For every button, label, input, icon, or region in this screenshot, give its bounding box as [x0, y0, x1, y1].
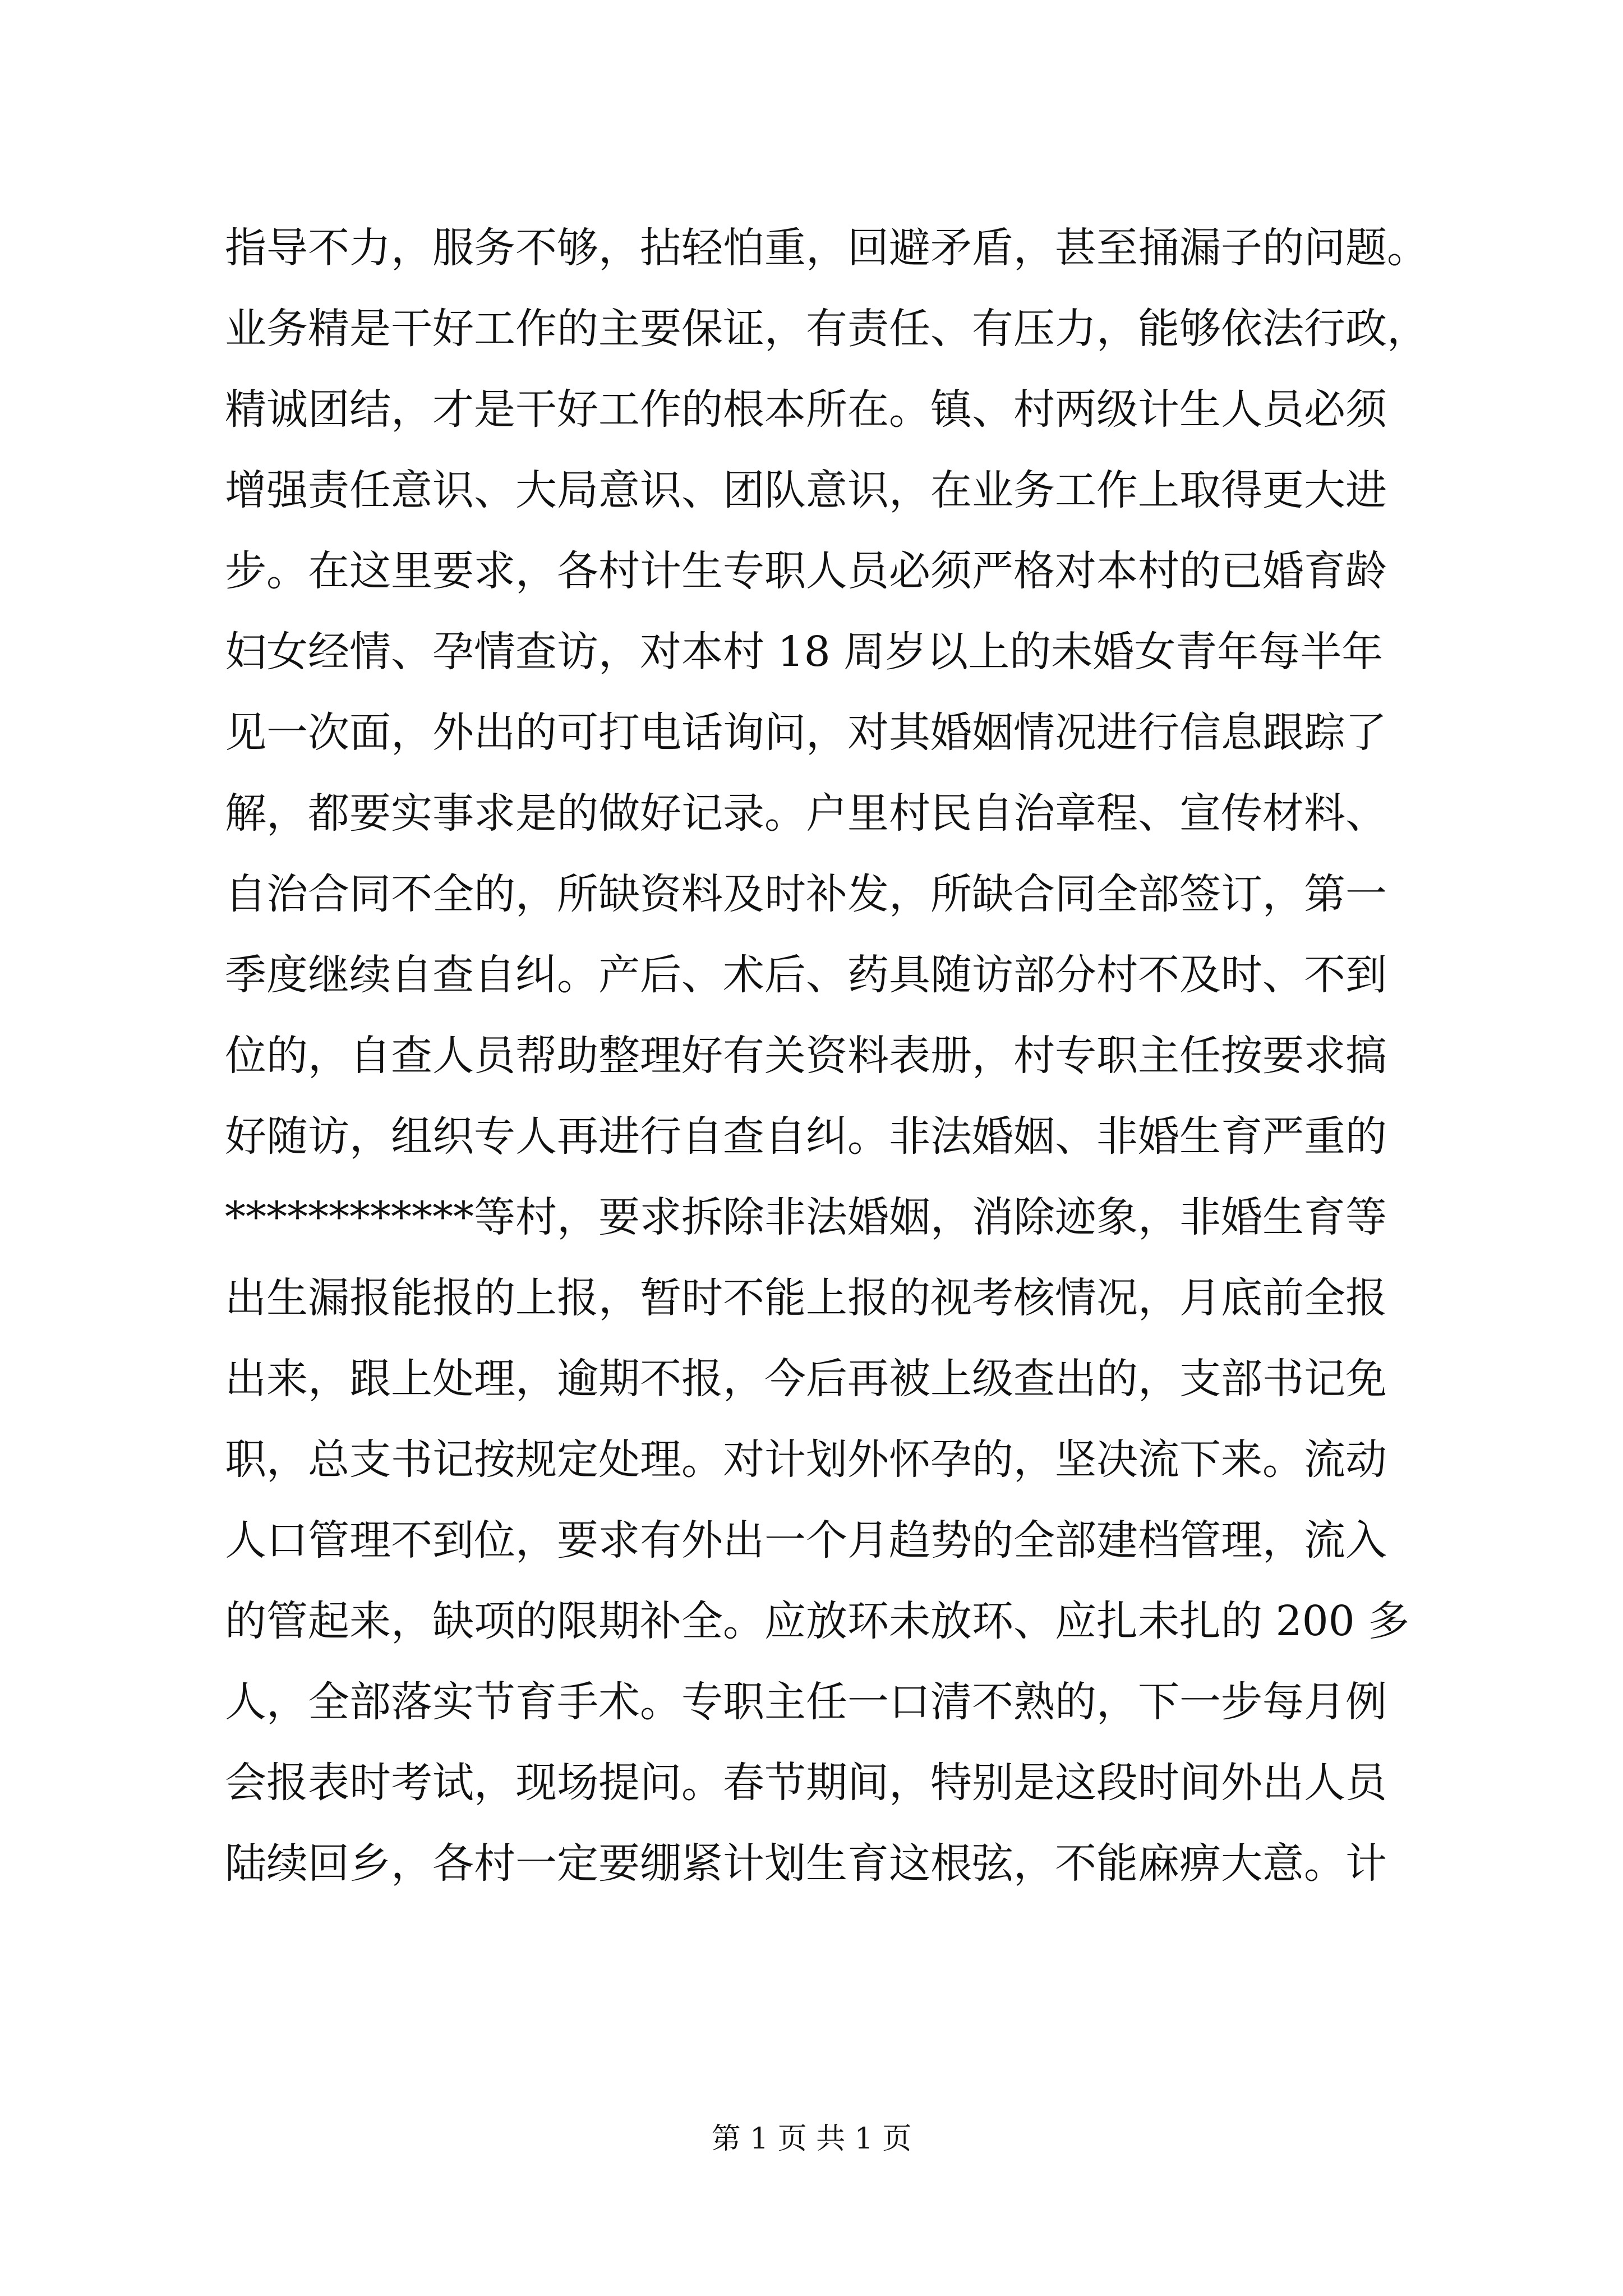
text-line: 出来，跟上处理，逾期不报，今后再被上级查出的，支部书记免	[225, 1355, 1387, 1403]
text-line: 会报表时考试，现场提问。春节期间，特别是这段时间外出人员	[225, 1759, 1387, 1807]
text-line: 出生漏报能报的上报，暂时不能上报的视考核情况，月底前全报	[225, 1274, 1387, 1322]
text-line: 步。在这里要求，各村计生专职人员必须严格对本村的已婚育龄	[225, 547, 1387, 595]
text-line: ************等村，要求拆除非法婚姻，消除迹象，非婚生育等	[225, 1193, 1387, 1241]
text-line: 人，全部落实节育手术。专职主任一口清不熟的，下一步每月例	[225, 1678, 1387, 1726]
page-footer	[0, 2115, 1623, 2157]
text-line: 陆续回乡，各村一定要绷紧计划生育这根弦，不能麻痹大意。计	[225, 1839, 1387, 1888]
text-line: 妇女经情、孕情查访，对本村 18 周岁以上的未婚女青年每半年	[225, 628, 1384, 676]
body-text	[225, 208, 1428, 1904]
text-line: 增强责任意识、大局意识、团队意识，在业务工作上取得更大进	[225, 466, 1387, 514]
text-line: 好随访，组织专人再进行自查自纠。非法婚姻、非婚生育严重的	[225, 1112, 1387, 1161]
text-line: 季度继续自查自纠。产后、术后、药具随访部分村不及时、不到	[225, 951, 1387, 999]
text-line: 人口管理不到位，要求有外出一个月趋势的全部建档管理，流入	[225, 1516, 1387, 1565]
text-line: 业务精是干好工作的主要保证，有责任、有压力，能够依法行政，	[225, 305, 1428, 353]
text-line: 职，总支书记按规定处理。对计划外怀孕的，坚决流下来。流动	[225, 1435, 1387, 1484]
text-line: 解，都要实事求是的做好记录。户里村民自治章程、宣传材料、	[225, 789, 1387, 838]
text-line: 指导不力，服务不够，拈轻怕重，回避矛盾，甚至捅漏子的问题。	[225, 224, 1428, 272]
text-line: 自治合同不全的，所缺资料及时补发，所缺合同全部签订，第一	[225, 870, 1387, 918]
text-line: 精诚团结，才是干好工作的根本所在。镇、村两级计生人员必须	[225, 385, 1387, 434]
page-number: 第 1 页 共 1 页	[711, 2122, 912, 2156]
text-line: 的管起来，缺项的限期补全。应放环未放环、应扎未扎的 200 多	[225, 1597, 1410, 1645]
text-line: 见一次面，外出的可打电话询问，对其婚姻情况进行信息跟踪了	[225, 708, 1387, 757]
text-line: 位的，自查人员帮助整理好有关资料表册，村专职主任按要求搞	[225, 1032, 1387, 1080]
